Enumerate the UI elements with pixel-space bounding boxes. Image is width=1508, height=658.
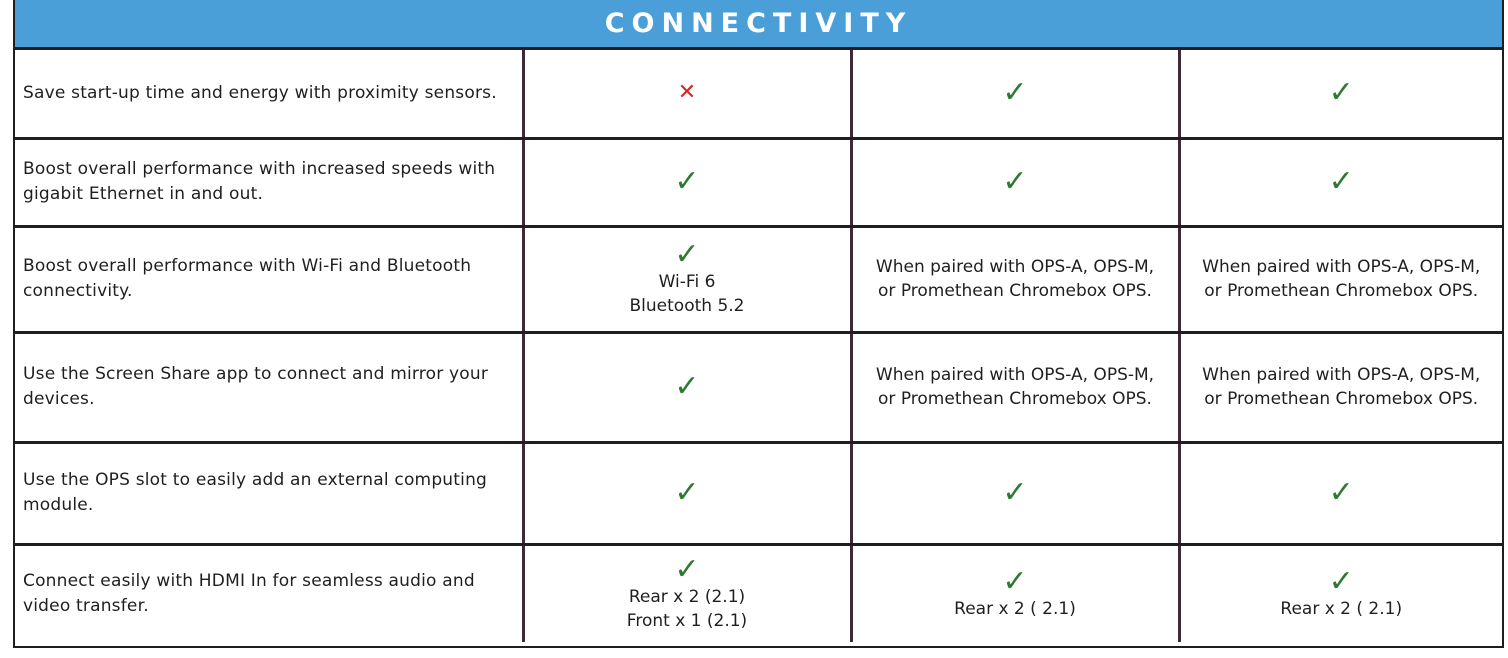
cell-text-line: or Promethean Chromebox OPS.: [878, 281, 1152, 301]
cell-text-line: Wi-Fi 6: [658, 272, 716, 292]
feature-cell: Use the OPS slot to easily add an external computing module.: [15, 442, 523, 544]
cell-text-line: When paired with OPS-A, OPS-M,: [875, 257, 1155, 277]
cell-text-line: or Promethean Chromebox OPS.: [878, 389, 1152, 409]
table-row: [15, 442, 1502, 544]
value-cell: [851, 332, 1179, 442]
feature-cell: Save start-up time and energy with proximity sensors.: [15, 50, 523, 138]
check-icon: ✓: [1002, 563, 1028, 599]
cell-text-line: Rear x 2 ( 2.1): [954, 598, 1076, 619]
value-cell: [523, 50, 851, 138]
value-cell: [523, 442, 851, 544]
table-row: [15, 226, 1502, 332]
cell-text-line: Bluetooth 5.2: [629, 296, 745, 316]
cell-text-line: Front x 1 (2.1): [626, 610, 748, 631]
check-icon: ✓: [1002, 164, 1028, 199]
feature-cell: Boost overall performance with increased speeds with gigabit Ethernet in and out.: [15, 138, 523, 226]
value-cell: [851, 226, 1179, 332]
table-row: [15, 332, 1502, 442]
value-cell: [1179, 544, 1502, 642]
cell-text-line: When paired with OPS-A, OPS-M,: [1202, 365, 1481, 385]
table-row: [15, 138, 1502, 226]
value-cell: [1179, 332, 1502, 442]
value-cell: [523, 226, 851, 332]
value-cell: [1179, 138, 1502, 226]
table-row: [15, 544, 1502, 642]
check-icon: ✓: [1002, 75, 1028, 111]
cell-text-line: When paired with OPS-A, OPS-M,: [1202, 257, 1481, 277]
check-icon: ✓: [674, 369, 700, 404]
value-cell: [1179, 226, 1502, 332]
feature-cell: Boost overall performance with Wi-Fi and Bluetooth connectivity.: [15, 226, 523, 332]
value-cell: [851, 442, 1179, 544]
check-icon: ✓: [1328, 164, 1354, 199]
check-icon: ✓: [1002, 475, 1028, 510]
cross-icon: ✕: [677, 80, 697, 106]
value-cell: [851, 138, 1179, 226]
table-body: [15, 50, 1502, 642]
value-cell: [1179, 442, 1502, 544]
value-cell: [523, 332, 851, 442]
cell-text-line: or Promethean Chromebox OPS.: [1204, 389, 1479, 409]
value-cell: [523, 544, 851, 642]
check-icon: ✓: [1328, 75, 1354, 111]
value-cell: [851, 50, 1179, 138]
cell-text-line: or Promethean Chromebox OPS.: [1204, 281, 1479, 301]
check-icon: ✓: [1328, 563, 1354, 599]
value-cell: [851, 544, 1179, 642]
comparison-sheet: [13, 0, 1504, 648]
value-cell: [523, 138, 851, 226]
value-cell: [1179, 50, 1502, 138]
section-title: CONNECTIVITY: [604, 8, 913, 39]
feature-cell: Connect easily with HDMI In for seamless audio and video transfer.: [23, 570, 475, 616]
cell-text-line: Rear x 2 ( 2.1): [1280, 598, 1403, 619]
cell-text-line: Rear x 2 (2.1): [628, 586, 746, 607]
check-icon: ✓: [674, 551, 700, 587]
comparison-table: [15, 50, 1502, 642]
section-header: [15, 0, 1502, 50]
check-icon: ✓: [674, 237, 700, 272]
check-icon: ✓: [674, 475, 700, 510]
check-icon: ✓: [674, 164, 700, 199]
check-icon: ✓: [1328, 475, 1354, 510]
cell-text-line: When paired with OPS-A, OPS-M,: [875, 365, 1155, 385]
table-row: [15, 50, 1502, 138]
feature-cell: Use the Screen Share app to connect and mirror your devices.: [15, 332, 523, 442]
